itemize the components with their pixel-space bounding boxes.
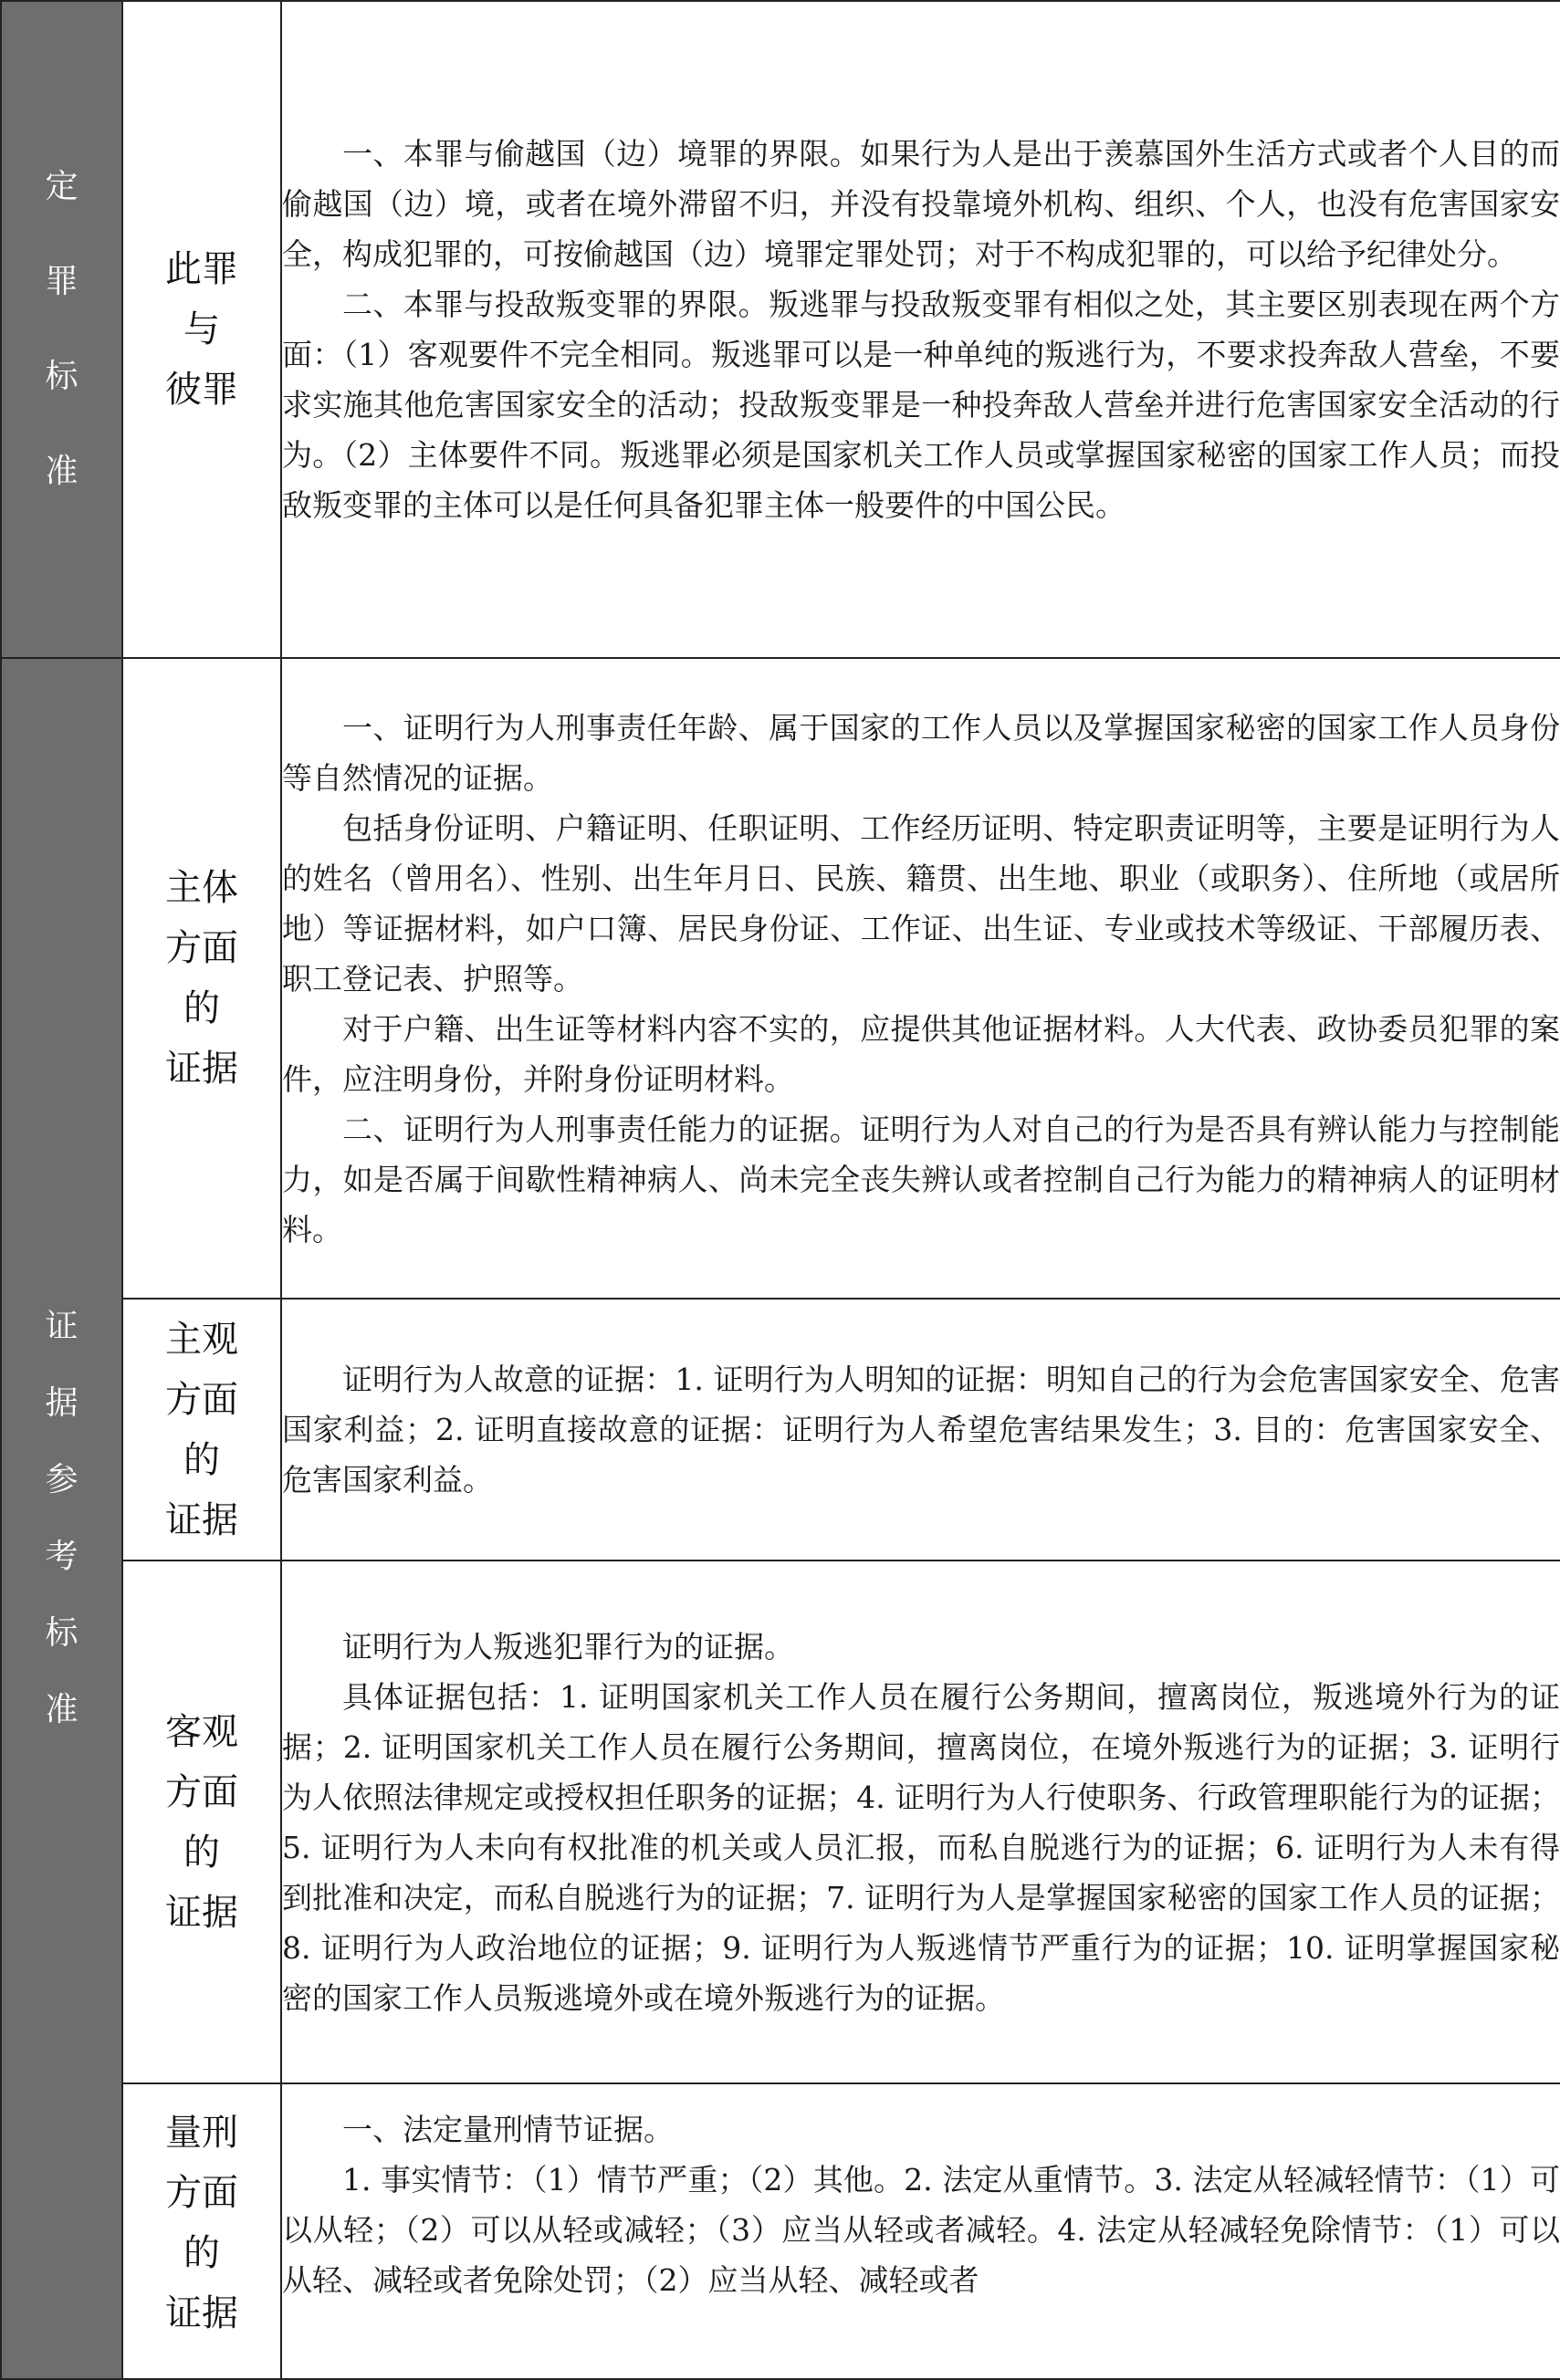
category-char: 证 (45, 1308, 79, 1345)
row-sentencing (1, 2083, 1560, 2379)
row-subjective (1, 1299, 1560, 1561)
paragraph: 1. 事实情节：（1）情节严重；（2）其他。2. 法定从重情节。3. 法定从轻减轻情节：（1）可以从轻；（2）可以从轻或减轻；（3）应当从轻或者减轻。4. 法定从轻减轻免除情节：（1）可以从轻、减轻或者免除处罚；（2）应当从轻、减轻或者 (282, 2162, 1560, 2298)
label-line: 的 (183, 1438, 220, 1481)
row-subject (1, 658, 1560, 1299)
paragraph: 证明行为人故意的证据：1. 证明行为人明知的证据：明知自己的行为会危害国家安全、危害国家利益；2. 证明直接故意的证据：证明行为人希望危害结果发生；3. 目的：危害国家安全、危害国家利益。 (282, 1362, 1560, 1498)
paragraph: 具体证据包括：1. 证明国家机关工作人员在履行公务期间，擅离岗位，叛逃境外行为的证据；2. 证明国家机关工作人员在履行公务期间，擅离岗位，在境外叛逃行为的证据；3. 证明行为人依照法律规定或授权担任职务的证据；4. 证明行为人行使职务、行政管理职能行为的证据；5. 证明行为人未向有权批准的机关或人员汇报，而私自脱逃行为的证据；6. 证明行为人未有得到批准和决定，而私自脱逃行为的证据；7. 证明行为人是掌握国家秘密的国家工作人员的证据；8. 证明行为人政治地位的证据；9. 证明行为人叛逃情节严重行为的证据；10. 证明掌握国家秘密的国家工作人员叛逃境外或在境外叛逃行为的证据。 (282, 1678, 1560, 2016)
content-subjective (281, 1299, 1560, 1561)
paragraph: 一、证明行为人刑事责任年龄、属于国家的工作人员以及掌握国家秘密的国家工作人员身份等自然情况的证据。 (282, 709, 1560, 796)
label-line: 主体 (165, 867, 238, 909)
category-char: 标 (45, 1614, 79, 1652)
paragraph: 包括身份证明、户籍证明、任职证明、工作经历证明、特定职责证明等，主要是证明行为人的姓名（曾用名）、性别、出生年月日、民族、籍贯、出生地、职业（或职务）、住所地（或居所地）等证据材料，如户口簿、居民身份证、工作证、出生证、专业或技术等级证、干部履历表、职工登记表、护照等。 (282, 809, 1560, 997)
label-line: 证据 (165, 1498, 238, 1541)
label-line: 方面 (165, 1378, 238, 1421)
label-line: 方面 (165, 1770, 238, 1813)
label-subjective (122, 1299, 281, 1561)
row-distinction (1, 1, 1560, 658)
label-line: 方面 (165, 2172, 238, 2214)
paragraph: 一、法定量刑情节证据。 (342, 2112, 674, 2147)
category-conviction-standard (1, 1, 122, 658)
category-char: 标 (45, 358, 79, 395)
category-char: 参 (45, 1461, 79, 1498)
row-objective (1, 1561, 1560, 2083)
label-line: 的 (183, 987, 220, 1029)
category-char: 据 (45, 1384, 79, 1422)
label-line: 主观 (165, 1318, 238, 1361)
category-char: 准 (45, 453, 79, 490)
label-line: 的 (183, 1831, 220, 1874)
label-distinction (122, 1, 281, 658)
label-line: 量刑 (165, 2112, 238, 2154)
label-line: 彼罪 (165, 369, 238, 411)
label-line: 证据 (165, 2292, 238, 2334)
paragraph: 二、本罪与投敌叛变罪的界限。叛逃罪与投敌叛变罪有相似之处，其主要区别表现在两个方面：（1）客观要件不完全相同。叛逃罪可以是一种单纯的叛逃行为，不要求投奔敌人营垒，不要求实施其他危害国家安全的活动；投敌叛变罪是一种投奔敌人营垒并进行危害国家安全活动的行为。（2）主体要件不同。叛逃罪必须是国家机关工作人员或掌握国家秘密的国家工作人员；而投敌叛变罪的主体可以是任何具备犯罪主体一般要件的中国公民。 (282, 287, 1560, 523)
category-evidence-reference (1, 658, 122, 2379)
label-line: 与 (183, 308, 220, 350)
content-objective (281, 1561, 1560, 2083)
label-line: 证据 (165, 1891, 238, 1934)
label-subject (122, 658, 281, 1299)
paragraph: 二、证明行为人刑事责任能力的证据。证明行为人对自己的行为是否具有辨认能力与控制能力，如是否属于间歇性精神病人、尚未完全丧失辨认或者控制自己行为能力的精神病人的证明材料。 (282, 1111, 1560, 1247)
paragraph: 一、本罪与偷越国（边）境罪的界限。如果行为人是出于羡慕国外生活方式或者个人目的而偷越国（边）境，或者在境外滞留不归，并没有投靠境外机构、组织、个人，也没有危害国家安全，构成犯罪的，可按偷越国（边）境罪定罪处罚；对于不构成犯罪的，可以给予纪律处分。 (282, 136, 1560, 272)
label-objective (122, 1561, 281, 2083)
paragraph: 对于户籍、出生证等材料内容不实的，应提供其他证据材料。人大代表、政协委员犯罪的案件，应注明身份，并附身份证明材料。 (282, 1010, 1560, 1097)
category-char: 罪 (45, 263, 79, 300)
paragraph: 证明行为人叛逃犯罪行为的证据。 (342, 1628, 794, 1665)
content-subject (281, 658, 1560, 1299)
label-sentencing (122, 2083, 281, 2379)
category-char: 准 (45, 1691, 79, 1728)
label-line: 证据 (165, 1048, 238, 1090)
label-line: 的 (183, 2232, 220, 2274)
label-line: 客观 (165, 1710, 238, 1753)
category-char: 定 (45, 168, 79, 205)
label-line: 此罪 (165, 248, 238, 290)
content-sentencing (281, 2083, 1560, 2379)
content-distinction (281, 1, 1560, 658)
category-char: 考 (45, 1538, 79, 1575)
label-line: 方面 (165, 927, 238, 969)
